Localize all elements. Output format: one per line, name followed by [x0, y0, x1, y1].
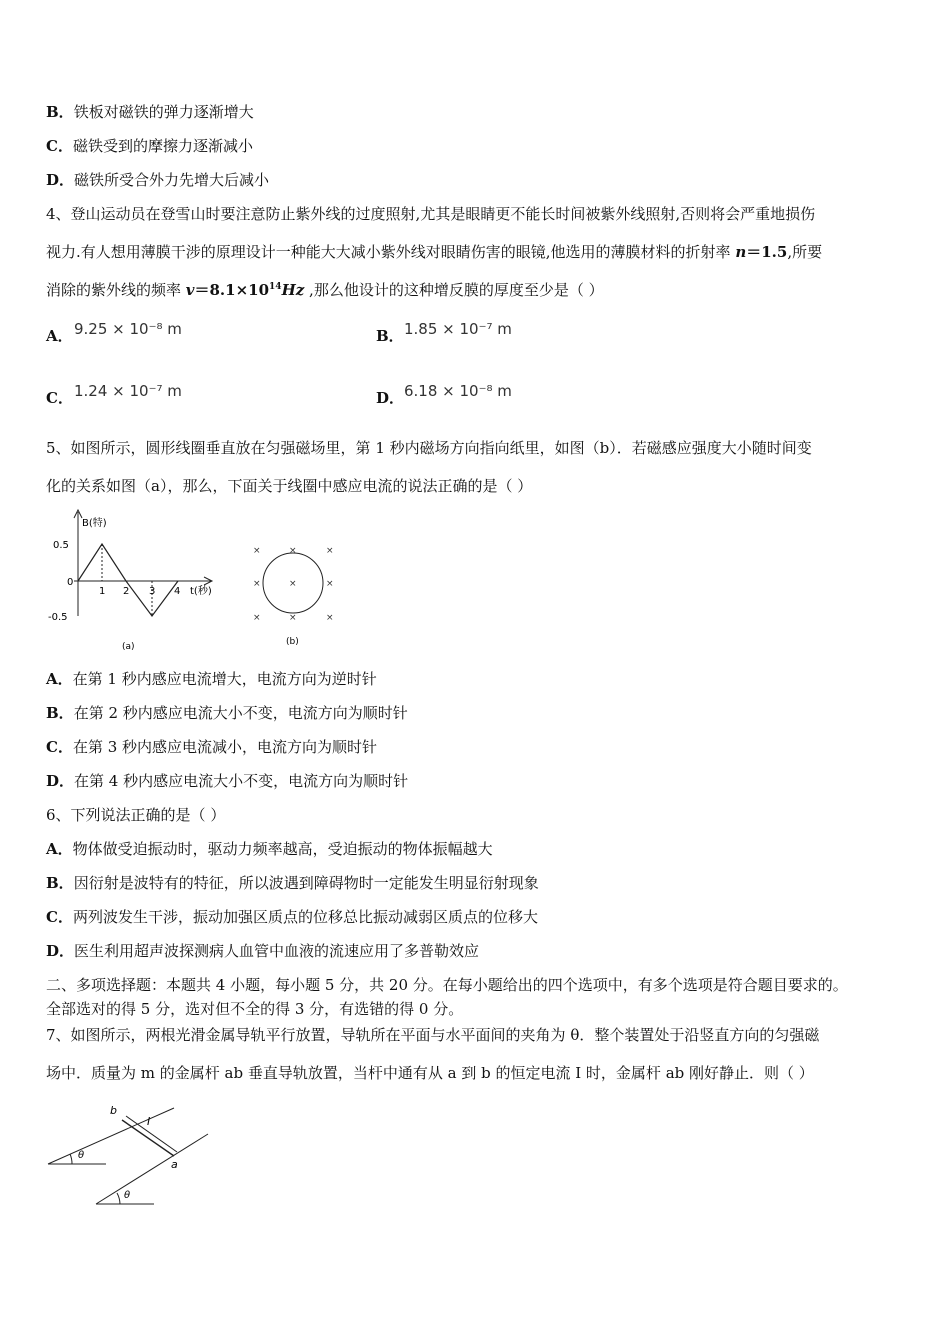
option-letter: A．: [46, 840, 73, 858]
q5-figure-b: [246, 536, 346, 654]
metal-rod-edge: [126, 1116, 177, 1152]
option-letter: D．: [376, 389, 405, 407]
option-letter: D．: [46, 772, 75, 790]
option-letter: D．: [46, 171, 75, 189]
section2-line-1: 二、多项选择题：本题共 4 小题，每小题 5 分，共 20 分。在每小题给出的四个选项中，有多个选项是符合题目要求的。: [46, 976, 848, 994]
field-mark: ×: [326, 579, 334, 589]
v-symbol: v: [185, 281, 195, 299]
lower-rail: [96, 1134, 208, 1204]
q4-line-3-post: ,那么他设计的这种增反膜的厚度至少是（ ）: [304, 281, 604, 299]
x-axis-label: t(秒): [190, 586, 212, 597]
option-letter: C．: [46, 389, 73, 407]
option-text: 物体做受迫振动时，驱动力频率越高，受迫振动的物体振幅越大: [72, 840, 493, 858]
option-letter: D．: [46, 942, 75, 960]
field-mark: ×: [253, 579, 261, 589]
option-text: 在第 4 秒内感应电流大小不变，电流方向为顺时针: [74, 772, 409, 790]
n-value: ＝1.5: [746, 243, 788, 261]
prev-option-b: [46, 102, 254, 122]
option-text: 因衍射是波特有的特征，所以波遇到障碍物时一定能发生明显衍射现象: [73, 874, 539, 892]
option-text: 在第 1 秒内感应电流增大，电流方向为逆时针: [72, 670, 377, 688]
angle-arc: [70, 1154, 72, 1164]
n-symbol: n: [735, 243, 747, 261]
figure-caption: (b): [286, 637, 299, 647]
current-label: I: [147, 1115, 151, 1128]
q6-option-c: [46, 907, 538, 927]
field-mark: ×: [289, 546, 297, 556]
x-tick-label: 3: [149, 586, 156, 597]
y-tick-label: 0.5: [53, 540, 69, 551]
option-letter: C．: [46, 738, 73, 756]
angle-label: θ: [124, 1190, 131, 1201]
angle-arc: [117, 1193, 120, 1204]
option-text: 磁铁受到的摩擦力逐渐减小: [72, 137, 253, 155]
section2-line-2: 全部选对的得 5 分，选对但不全的得 3 分，有选错的得 0 分。: [46, 1000, 464, 1018]
q7-line-1: 7、如图所示，两根光滑金属导轨平行放置，导轨所在平面与水平面间的夹角为 θ．整个装置处于沿竖直方向的匀强磁: [46, 1026, 820, 1044]
option-value: 9.25 × 10⁻⁸ m: [74, 320, 182, 338]
rod-end-b-label: b: [110, 1104, 117, 1117]
option-value: 6.18 × 10⁻⁸ m: [404, 382, 512, 400]
field-mark: ×: [326, 613, 334, 623]
x-tick-label: 1: [99, 586, 106, 597]
figure-caption: (a): [122, 642, 135, 652]
q4-line-2-post: ,所要: [787, 243, 823, 261]
angle-label: θ: [78, 1150, 85, 1161]
q6-option-d: [46, 941, 479, 961]
q6-option-a: [46, 839, 493, 859]
y-tick-label: -0.5: [48, 612, 68, 623]
v-exponent: 14: [269, 282, 282, 292]
q6-option-b: [46, 873, 539, 893]
field-mark: ×: [289, 579, 297, 589]
q5-figure-a: [44, 506, 224, 656]
y-axis-label: B(特): [82, 518, 107, 529]
option-letter: B．: [376, 327, 404, 345]
option-text: 铁板对磁铁的弹力逐渐增大: [73, 103, 254, 121]
q5-option-b: [46, 703, 408, 723]
y-tick-label: 0: [67, 577, 74, 588]
option-value: 1.24 × 10⁻⁷ m: [74, 382, 182, 400]
option-text: 医生利用超声波探测病人血管中血液的流速应用了多普勒效应: [74, 942, 480, 960]
option-text: 两列波发生干涉，振动加强区质点的位移总比振动减弱区质点的位移大: [72, 908, 538, 926]
option-text: 在第 3 秒内感应电流减小，电流方向为顺时针: [72, 738, 378, 756]
q4-line-3-pre: 消除的紫外线的频率: [46, 281, 186, 299]
q5-option-a: [46, 669, 377, 689]
prev-option-c: [46, 136, 253, 156]
option-letter: A．: [46, 327, 73, 345]
q6-stem: 6、下列说法正确的是（ ）: [46, 806, 226, 824]
option-text: 磁铁所受合外力先增大后减小: [74, 171, 270, 189]
option-letter: C．: [46, 137, 73, 155]
q4-line-3: [46, 280, 604, 300]
option-letter: B．: [46, 704, 74, 722]
rod-end-a-label: a: [171, 1158, 178, 1171]
option-text: 在第 2 秒内感应电流大小不变，电流方向为顺时针: [73, 704, 408, 722]
field-mark: ×: [253, 613, 261, 623]
q5-line-1: 5、如图所示，圆形线圈垂直放在匀强磁场里，第 1 秒内磁场方向指向纸里，如图（b）．若磁感应强度大小随时间变: [46, 439, 812, 457]
q4-line-2-pre: 视力.有人想用薄膜干涉的原理设计一种能大大减小紫外线对眼睛伤害的眼镜,他选用的薄膜材料的折射率: [46, 243, 736, 261]
x-tick-label: 2: [123, 586, 130, 597]
q5-option-d: [46, 771, 408, 791]
q4-line-1: 4、登山运动员在登雪山时要注意防止紫外线的过度照射,尤其是眼睛更不能长时间被紫外线照射,否则将会严重地损伤: [46, 205, 816, 223]
q5-option-c: [46, 737, 377, 757]
option-letter: B．: [46, 103, 74, 121]
option-letter: C．: [46, 908, 73, 926]
option-letter: B．: [46, 874, 74, 892]
field-mark: ×: [326, 546, 334, 556]
option-value: 1.85 × 10⁻⁷ m: [404, 320, 512, 338]
v-unit: Hz: [281, 281, 305, 299]
q7-figure: [44, 1098, 214, 1210]
x-tick-label: 4: [174, 586, 181, 597]
b-t-curve: [78, 544, 181, 616]
q5-line-2: 化的关系如图（a），那么，下面关于线圈中感应电流的说法正确的是（ ）: [46, 477, 533, 495]
field-mark: ×: [253, 546, 261, 556]
v-value: ＝8.1×10: [194, 281, 270, 299]
option-letter: A．: [46, 670, 73, 688]
q7-line-2: 场中．质量为 m 的金属杆 ab 垂直导轨放置，当杆中通有从 a 到 b 的恒定电流 I 时，金属杆 ab 刚好静止．则（ ）: [46, 1064, 814, 1082]
q4-line-2: [46, 242, 822, 262]
field-mark: ×: [289, 613, 297, 623]
prev-option-d: [46, 170, 269, 190]
